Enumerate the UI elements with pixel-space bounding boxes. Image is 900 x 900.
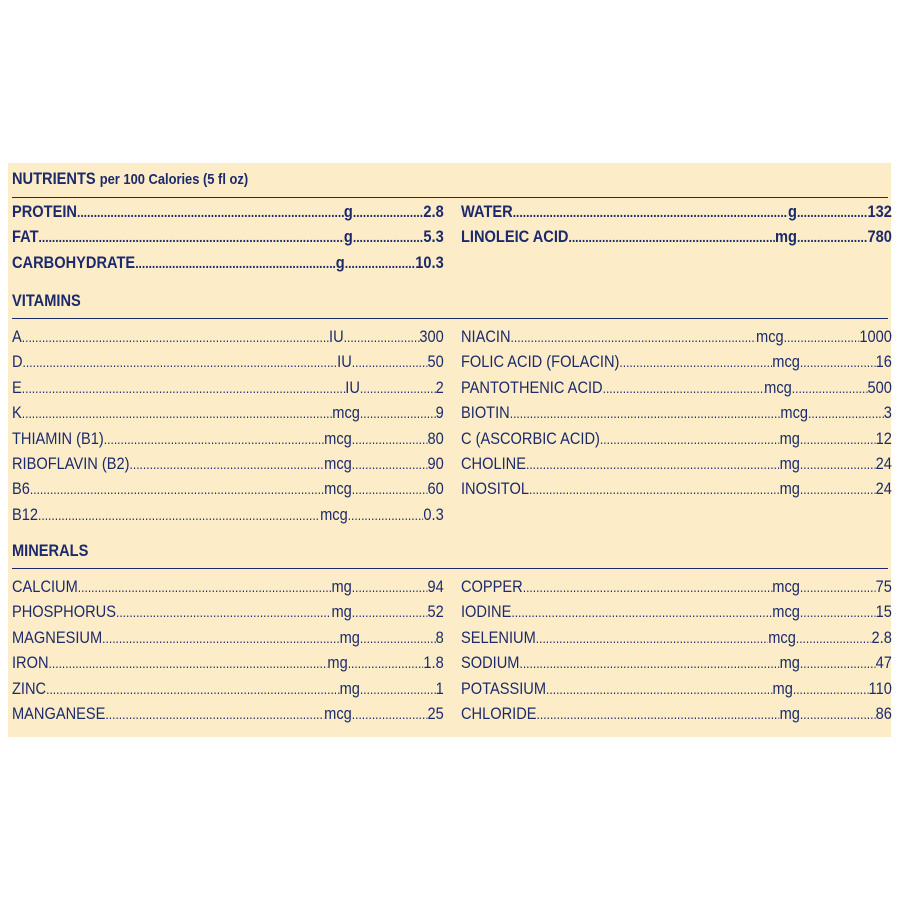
leader-dots <box>30 480 324 498</box>
nutrient-unit: mg <box>779 428 800 448</box>
leader-dots <box>22 404 333 422</box>
nutrient-row <box>12 378 444 403</box>
leader-dots <box>360 404 436 422</box>
nutrient-value: 2.8 <box>871 627 892 647</box>
nutrient-row <box>12 253 444 278</box>
nutrient-row <box>461 679 892 704</box>
nutrient-value: 94 <box>427 577 444 596</box>
leader-dots <box>603 379 765 397</box>
nutrient-unit: mcg <box>780 403 809 423</box>
nutrient-row <box>12 653 444 678</box>
nutrient-unit: mcg <box>324 428 352 448</box>
nutrient-name: B6 <box>12 479 30 499</box>
nutrient-unit: IU <box>329 327 344 346</box>
nutrient-name: THIAMIN (B1) <box>12 428 104 448</box>
nutrient-name: WATER <box>461 202 513 221</box>
nutrient-name: MAGNESIUM <box>12 627 103 647</box>
nutrient-row <box>461 479 892 504</box>
nutrient-name: CARBOHYDRATE <box>12 252 136 272</box>
nutrient-value: 2.8 <box>423 202 444 221</box>
leader-dots <box>792 379 868 397</box>
leader-dots <box>353 228 424 246</box>
leader-dots <box>800 705 876 723</box>
macros-left-column <box>12 202 514 278</box>
nutrient-name: E <box>12 377 22 397</box>
leader-dots <box>22 379 346 397</box>
nutrient-row <box>461 403 892 428</box>
leader-dots <box>352 603 428 621</box>
leader-dots <box>102 629 339 647</box>
leader-dots <box>352 353 428 371</box>
nutrient-name: IODINE <box>461 602 512 622</box>
leader-dots <box>352 480 428 498</box>
nutrient-row <box>12 479 444 504</box>
nutrient-row <box>12 679 444 704</box>
leader-dots <box>529 480 780 498</box>
nutrient-value: 15 <box>875 602 892 622</box>
nutrient-unit: mg <box>779 653 800 673</box>
nutrient-row <box>12 505 444 530</box>
leader-dots <box>77 203 344 221</box>
leader-dots <box>511 328 756 346</box>
leader-dots <box>568 228 775 246</box>
leader-dots <box>38 506 320 524</box>
leader-dots <box>23 353 338 371</box>
leader-dots <box>135 254 336 272</box>
leader-dots <box>360 379 436 397</box>
nutrient-unit: mg <box>779 479 800 499</box>
nutrient-unit: g <box>335 252 345 272</box>
leader-dots <box>619 353 772 371</box>
leader-dots <box>796 629 872 647</box>
nutrient-unit: mg <box>331 602 352 622</box>
title-main: NUTRIENTS <box>12 169 96 188</box>
title-rule <box>12 197 888 198</box>
minerals-rule <box>12 568 888 569</box>
nutrient-name: NIACIN <box>461 327 511 346</box>
nutrient-value: 1000 <box>859 327 892 346</box>
nutrient-value: 16 <box>875 352 892 372</box>
nutrient-value: 50 <box>427 352 444 372</box>
nutrient-row <box>12 704 444 729</box>
leader-dots <box>600 430 780 448</box>
nutrient-value: 1.8 <box>423 653 444 673</box>
nutrient-unit: mg <box>775 227 797 247</box>
nutrient-row <box>461 429 892 454</box>
leader-dots <box>116 603 331 621</box>
nutrient-row <box>461 202 892 227</box>
leader-dots <box>360 629 436 647</box>
minerals-right-column <box>461 577 900 729</box>
leader-dots <box>537 705 780 723</box>
nutrient-name: SELENIUM <box>461 627 536 647</box>
nutrient-row <box>12 327 444 352</box>
leader-dots <box>344 328 420 346</box>
leader-dots <box>104 430 324 448</box>
leader-dots <box>352 455 428 473</box>
nutrient-unit: mg <box>779 703 800 723</box>
minerals-left-column <box>12 577 514 729</box>
nutrient-name: RIBOFLAVIN (B2) <box>12 453 130 473</box>
leader-dots <box>808 404 884 422</box>
leader-dots <box>345 254 416 272</box>
nutrient-unit: mg <box>339 627 360 647</box>
leader-dots <box>800 430 876 448</box>
nutrient-value: 52 <box>427 602 444 622</box>
leader-dots <box>797 228 868 246</box>
leader-dots <box>519 654 779 672</box>
nutrient-row <box>461 352 892 377</box>
nutrient-name: PHOSPHORUS <box>12 602 116 622</box>
nutrient-row <box>12 352 444 377</box>
leader-dots <box>49 654 328 672</box>
nutrient-value: 12 <box>875 428 892 448</box>
nutrient-value: 9 <box>435 403 444 423</box>
nutrient-unit: mcg <box>324 703 352 723</box>
nutrient-name: INOSITOL <box>461 479 529 499</box>
leader-dots <box>800 578 876 596</box>
leader-dots <box>523 578 773 596</box>
nutrient-name: K <box>12 403 22 423</box>
leader-dots <box>352 578 428 596</box>
nutrient-unit: mcg <box>772 602 800 622</box>
nutrient-unit: mg <box>779 453 800 473</box>
nutrient-value: 110 <box>868 678 892 698</box>
nutrient-name: MANGANESE <box>12 703 106 723</box>
nutrient-name: PROTEIN <box>12 202 77 221</box>
nutrient-name: BIOTIN <box>461 403 510 423</box>
nutrient-unit: mcg <box>324 479 352 499</box>
nutrient-value: 75 <box>875 577 892 596</box>
nutrient-panel <box>8 163 891 737</box>
nutrient-name: CHOLINE <box>461 453 526 473</box>
nutrient-value: 10.3 <box>415 252 444 272</box>
nutrient-row <box>12 454 444 479</box>
nutrient-row <box>461 378 892 403</box>
nutrient-name: ZINC <box>12 678 47 698</box>
leader-dots <box>78 578 332 596</box>
nutrient-unit: mcg <box>756 327 784 346</box>
nutrient-name: SODIUM <box>461 653 520 673</box>
nutrient-row <box>461 602 892 627</box>
nutrient-unit: g <box>343 227 353 247</box>
nutrient-unit: mcg <box>332 403 360 423</box>
nutrient-name: POTASSIUM <box>461 678 547 698</box>
nutrient-value: 47 <box>875 653 892 673</box>
nutrient-unit: mcg <box>772 577 800 596</box>
nutrient-unit: mcg <box>772 352 800 372</box>
leader-dots <box>536 629 768 647</box>
leader-dots <box>353 203 424 221</box>
nutrient-name: CALCIUM <box>12 577 78 596</box>
leader-dots <box>546 680 773 698</box>
nutrient-unit: mcg <box>324 453 352 473</box>
leader-dots <box>105 705 324 723</box>
nutrient-value: 0.3 <box>423 504 444 524</box>
nutrient-row <box>12 227 444 252</box>
nutrient-row <box>461 227 892 252</box>
nutrient-name: D <box>12 352 23 372</box>
nutrient-value: 80 <box>427 428 444 448</box>
nutrient-name: B12 <box>12 504 39 524</box>
nutrient-name: FAT <box>12 227 39 247</box>
nutrient-row <box>12 429 444 454</box>
leader-dots <box>800 603 876 621</box>
title-sub: per 100 Calories (5 fl oz) <box>99 171 249 188</box>
leader-dots <box>352 705 428 723</box>
panel-title <box>12 169 248 189</box>
nutrient-row <box>461 653 892 678</box>
nutrient-value: 24 <box>875 479 892 499</box>
leader-dots <box>39 228 344 246</box>
leader-dots <box>513 203 788 221</box>
nutrient-row <box>12 403 444 428</box>
leader-dots <box>793 680 869 698</box>
leader-dots <box>800 353 876 371</box>
minerals-heading: MINERALS <box>12 541 89 560</box>
nutrient-name: COPPER <box>461 577 523 596</box>
nutrient-row <box>461 704 892 729</box>
nutrient-row <box>12 202 444 227</box>
nutrient-name: C (ASCORBIC ACID) <box>461 428 600 448</box>
nutrient-value: 132 <box>867 202 892 221</box>
nutrient-row <box>12 602 444 627</box>
leader-dots <box>22 328 329 346</box>
nutrient-row <box>12 577 444 602</box>
nutrient-value: 500 <box>867 377 892 397</box>
nutrient-unit: mg <box>772 678 793 698</box>
nutrient-unit: mcg <box>320 504 348 524</box>
leader-dots <box>800 455 876 473</box>
nutrient-unit: mg <box>331 577 352 596</box>
nutrient-unit: mg <box>339 678 360 698</box>
leader-dots <box>46 680 339 698</box>
nutrient-name: A <box>12 327 22 346</box>
nutrient-value: 86 <box>875 703 892 723</box>
leader-dots <box>510 404 781 422</box>
nutrient-name: IRON <box>12 653 49 673</box>
nutrient-value: 5.3 <box>423 227 444 247</box>
vitamins-right-column <box>461 327 900 505</box>
macros-right-column <box>461 202 900 253</box>
nutrient-unit: g <box>788 202 797 221</box>
nutrient-value: 2 <box>435 377 444 397</box>
nutrient-name: FOLIC ACID (FOLACIN) <box>461 352 620 372</box>
nutrient-name: PANTOTHENIC ACID <box>461 377 603 397</box>
leader-dots <box>360 680 436 698</box>
nutrient-unit: IU <box>345 377 360 397</box>
nutrient-value: 90 <box>427 453 444 473</box>
nutrient-name: LINOLEIC ACID <box>461 227 569 247</box>
nutrient-value: 8 <box>435 627 444 647</box>
leader-dots <box>348 506 424 524</box>
leader-dots <box>352 430 428 448</box>
nutrient-unit: mcg <box>764 377 792 397</box>
nutrient-value: 780 <box>867 227 892 247</box>
nutrient-row <box>12 628 444 653</box>
nutrient-value: 25 <box>427 703 444 723</box>
nutrient-unit: g <box>343 202 353 221</box>
nutrient-value: 1 <box>435 678 444 698</box>
nutrient-value: 24 <box>875 453 892 473</box>
nutrient-value: 60 <box>427 479 444 499</box>
nutrient-value: 300 <box>419 327 444 346</box>
nutrient-row <box>461 577 892 602</box>
nutrient-name: CHLORIDE <box>461 703 537 723</box>
leader-dots <box>348 654 424 672</box>
nutrient-unit: mg <box>327 653 348 673</box>
nutrient-value: 3 <box>883 403 892 423</box>
nutrient-unit: IU <box>337 352 352 372</box>
nutrient-row <box>461 628 892 653</box>
leader-dots <box>800 654 876 672</box>
leader-dots <box>130 455 325 473</box>
nutrient-unit: mcg <box>768 627 796 647</box>
leader-dots <box>784 328 860 346</box>
leader-dots <box>511 603 772 621</box>
vitamins-heading: VITAMINS <box>12 291 81 310</box>
leader-dots <box>797 203 868 221</box>
nutrient-row <box>461 327 892 352</box>
leader-dots <box>526 455 780 473</box>
leader-dots <box>800 480 876 498</box>
vitamins-left-column <box>12 327 514 530</box>
vitamins-rule <box>12 318 888 319</box>
nutrient-row <box>461 454 892 479</box>
